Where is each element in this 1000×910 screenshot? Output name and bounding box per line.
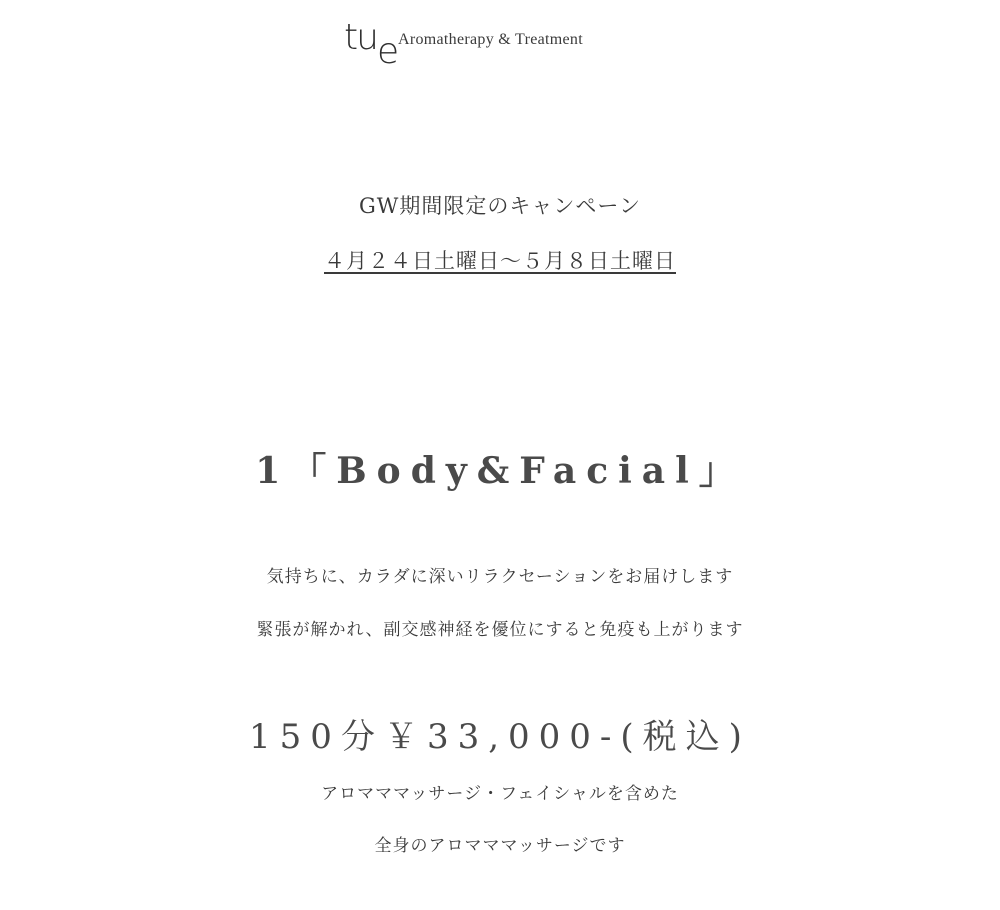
logo-tagline: Aromatherapy & Treatment [398, 31, 583, 48]
course-note-line-2: 全身のアロマママッサージです [374, 836, 626, 856]
campaign-title: GW期間限定のキャンペーン [359, 194, 641, 218]
course-price: 150分￥33,000-(税込) [249, 717, 751, 757]
campaign-dates [0, 244, 1000, 278]
logo-text-e: e [376, 31, 398, 72]
course-title: 1「Body&Facial」 [255, 450, 745, 492]
course-description-line-1: 気持ちに、カラダに深いリラクセーションをお届けします [266, 567, 734, 587]
site-header [0, 17, 1000, 72]
logo[interactable] [344, 17, 398, 72]
course-note-line-1: アロマママッサージ・フェイシャルを含めた [321, 784, 679, 804]
campaign-dates-text: ４月２４日土曜日〜５月８日土曜日 [324, 249, 676, 273]
course-description-line-2: 緊張が解かれ、副交感神経を優位にすると免疫も上がります [256, 620, 744, 640]
logo-text: tu [344, 17, 377, 58]
